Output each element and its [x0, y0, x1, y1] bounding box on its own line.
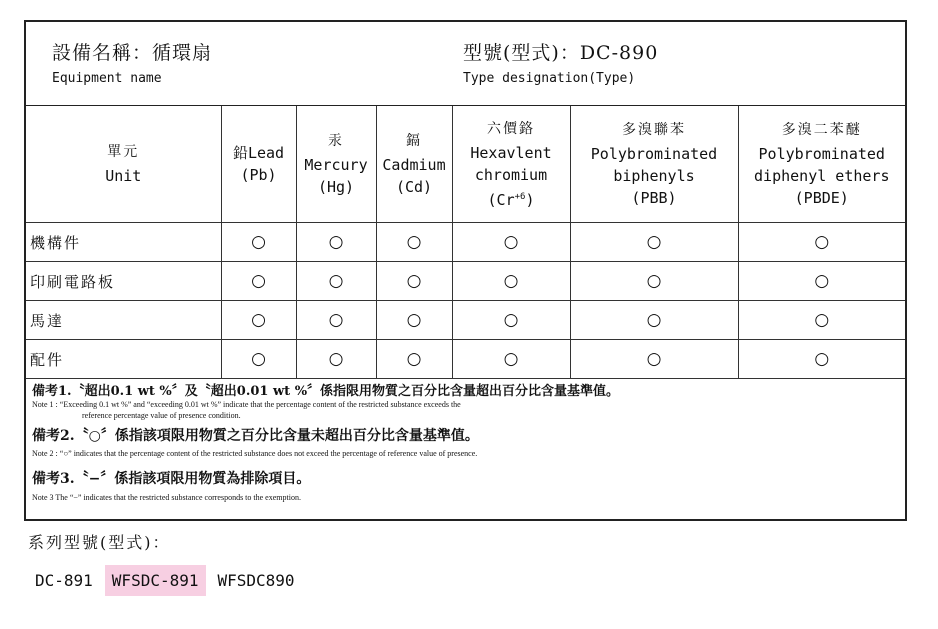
note3-en: Note 3 The “−” indicates that the restricted substance corresponds to the exemption. — [32, 493, 301, 502]
series-model-label: 系列型號(型式)： — [28, 533, 171, 552]
mark-cell: ○ — [376, 340, 452, 379]
mercury-header-zh: 汞 — [328, 133, 344, 149]
mark-cell: ○ — [738, 301, 905, 340]
mark-cell: ○ — [376, 223, 452, 262]
note1-zh: 備考1.〝超出0.1 wt %〞及〝超出0.01 wt %〞係指限用物質之百分比含量超出百分比含量基準值。 — [32, 384, 620, 399]
mark-cell: ○ — [296, 301, 376, 340]
chromium-header-sup: +6 — [514, 191, 526, 202]
chromium-column-header — [452, 106, 570, 223]
lead-column-header — [221, 106, 296, 223]
model-wfsdc-891-highlighted: WFSDC-891 — [105, 565, 206, 596]
chromium-header-main: Hexavlent chromium (Cr — [470, 143, 552, 209]
mark-cell: ○ — [570, 340, 738, 379]
unit-cell: 機構件 — [26, 223, 221, 262]
note2-zh: 備考2.〝○〞係指該項限用物質之百分比含量未超出百分比含量基準值。 — [32, 428, 479, 444]
cadmium-header-en: Cadmium (Cd) — [382, 156, 446, 196]
mark-cell: ○ — [452, 223, 570, 262]
cadmium-header-zh: 鎘 — [406, 133, 422, 149]
type-designation-zh: 型號(型式)：DC-890 — [463, 42, 659, 64]
rohs-declaration-box — [24, 20, 907, 521]
mark-cell: ○ — [570, 301, 738, 340]
pbde-column-header — [738, 106, 905, 223]
series-model-list — [28, 562, 302, 598]
pbde-header-en: Polybrominated diphenyl ethers (PBDE) — [754, 145, 890, 207]
table-row — [26, 301, 905, 340]
mark-cell: ○ — [296, 223, 376, 262]
chromium-header-en — [453, 142, 570, 211]
mercury-column-header — [296, 106, 376, 223]
equipment-name-zh: 設備名稱：循環扇 — [52, 42, 213, 64]
unit-cell: 配件 — [26, 340, 221, 379]
equipment-name-en: Equipment name — [52, 71, 162, 86]
type-designation — [463, 38, 658, 86]
mark-cell: ○ — [738, 262, 905, 301]
pbb-header-en: Polybrominated biphenyls (PBB) — [590, 145, 718, 207]
mark-cell: ○ — [452, 301, 570, 340]
remarks-section — [32, 380, 902, 503]
table-row — [26, 223, 905, 262]
cadmium-column-header — [376, 106, 452, 223]
pbb-column-header — [570, 106, 738, 223]
unit-column-header — [26, 106, 221, 223]
chromium-header-zh: 六價鉻 — [487, 120, 535, 137]
unit-cell: 印刷電路板 — [26, 262, 221, 301]
chromium-header-end: ) — [525, 190, 535, 209]
mark-cell: ○ — [376, 262, 452, 301]
note3-zh: 備考3.〝−〞係指該項限用物質為排除項目。 — [32, 471, 311, 487]
table-row — [26, 340, 905, 379]
type-designation-en: Type designation(Type) — [463, 71, 636, 86]
unit-cell: 馬達 — [26, 301, 221, 340]
table-row — [26, 262, 905, 301]
mark-cell: ○ — [221, 262, 296, 301]
note1-en: Note 1 : “Exceeding 0.1 wt %” and “exceeding 0.01 wt %” indicate that the percentage content of the restricted substance exceeds the — [32, 400, 461, 409]
note2-en: Note 2 : “○” indicates that the percentage content of the restricted substance does not exceed the percentage of reference value of presence. — [32, 449, 478, 458]
mark-cell: ○ — [738, 223, 905, 262]
mark-cell: ○ — [296, 262, 376, 301]
note1-en-continued: reference percentage value of presence condition. — [82, 411, 241, 420]
unit-header-zh: 單元 — [107, 144, 140, 160]
mark-cell: ○ — [570, 262, 738, 301]
model-wfsdc890: WFSDC890 — [217, 570, 295, 590]
pbb-header-zh: 多溴聯苯 — [622, 122, 686, 138]
mark-cell: ○ — [452, 262, 570, 301]
mercury-header-en: Mercury (Hg) — [304, 156, 368, 196]
mark-cell: ○ — [376, 301, 452, 340]
mark-cell: ○ — [452, 340, 570, 379]
mark-cell: ○ — [296, 340, 376, 379]
model-dc-891: DC-891 — [35, 570, 93, 590]
equipment-name — [52, 38, 212, 86]
mark-cell: ○ — [221, 223, 296, 262]
table-header-row — [26, 106, 905, 223]
unit-header-en: Unit — [105, 167, 142, 185]
mark-cell: ○ — [221, 340, 296, 379]
restricted-substances-table — [26, 106, 905, 379]
mark-cell: ○ — [738, 340, 905, 379]
pbde-header-zh: 多溴二苯醚 — [781, 122, 862, 138]
mark-cell: ○ — [570, 223, 738, 262]
mark-cell: ○ — [221, 301, 296, 340]
lead-header-en: 鉛Lead (Pb) — [232, 144, 285, 184]
equipment-header — [26, 22, 905, 106]
